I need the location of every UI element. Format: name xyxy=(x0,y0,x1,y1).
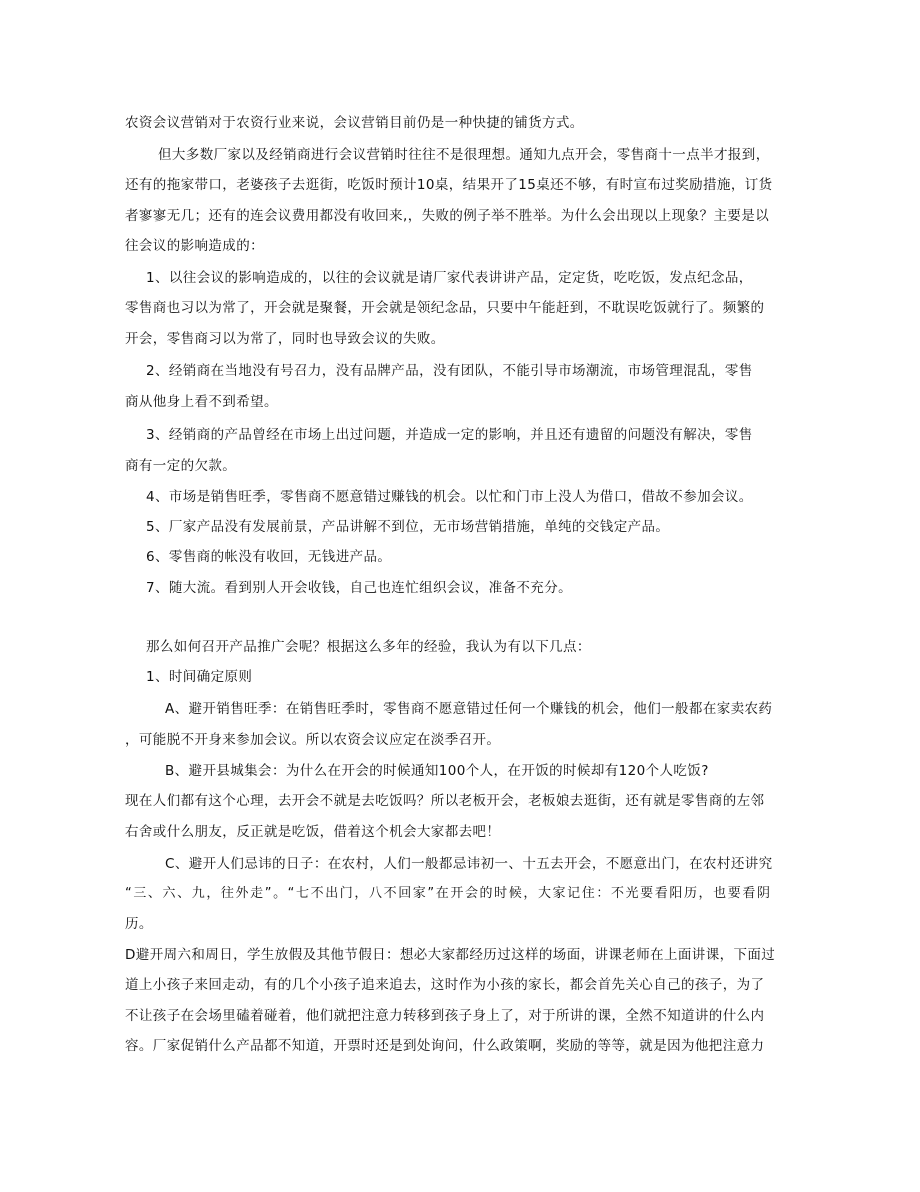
text-line: 商有一定的欠款。 xyxy=(125,458,237,474)
text-line: 容。厂家促销什么产品都不知道，开票时还是到处询问，什么政策啊，奖励的等等，就是因为他把注意力 xyxy=(125,1038,765,1054)
text-line: 农资会议营销对于农资行业来说，会议营销目前仍是一种快捷的铺货方式。 xyxy=(125,115,584,131)
text-line: B、避开县城集会：为什么在开会的时候通知100个人，在开饭的时候却有120个人吃饭? xyxy=(165,763,709,779)
text-line: 零售商也习以为常了，开会就是聚餐，开会就是领纪念品，只要中午能赶到，不耽误吃饭就行了。频繁的 xyxy=(125,300,765,316)
text-line: 1、时间确定原则 xyxy=(146,669,253,685)
text-line: 5、厂家产品没有发展前景，产品讲解不到位，无市场营销措施，单纯的交钱定产品。 xyxy=(146,519,670,535)
text-line: 右舍或什么朋友，反正就是吃饭，借着这个机会大家都去吧！ xyxy=(125,824,501,840)
text-line: 不让孩子在会场里磕着碰着，他们就把注意力转移到孩子身上了，对于所讲的课，全然不知道讲的什么内 xyxy=(125,1008,765,1024)
text-line: 3、经销商的产品曾经在市场上出过问题，并造成一定的影响，并且还有遗留的问题没有解决，零售 xyxy=(146,427,753,443)
text-line: 现在人们都有这个心理，去开会不就是去吃饭吗？所以老板开会，老板娘去逛街，还有就是零售商的左邻 xyxy=(125,793,765,809)
text-line: 者寥寥无几；还有的连会议费用都没有收回来,，失败的例子举不胜举。为什么会出现以上现象？主要是以 xyxy=(125,208,770,224)
text-line: “三、六、九，往外走”。“七不出门，八不回家”在开会的时候，大家记住：不光要看阳历，也要看阴 xyxy=(125,886,772,901)
text-line: 4、市场是销售旺季，零售商不愿意错过赚钱的机会。以忙和门市上没人为借口，借故不参加会议。 xyxy=(146,489,753,505)
text-line: 那么如何召开产品推广会呢？根据这么多年的经验，我认为有以下几点： xyxy=(146,639,591,655)
text-line: 6、零售商的帐没有收回，无钱进产品。 xyxy=(146,549,392,565)
text-line: ，可能脱不开身来参加会议。所以农资会议应定在淡季召开。 xyxy=(125,732,501,748)
text-line: 商从他身上看不到希望。 xyxy=(125,394,278,410)
text-line: 2、经销商在当地没有号召力，没有品牌产品，没有团队，不能引导市场潮流，市场管理混乱，零售 xyxy=(146,363,753,379)
text-line: 历。 xyxy=(125,916,153,932)
text-line: 往会议的影响造成的： xyxy=(125,238,264,254)
text-line: 道上小孩子来回走动，有的几个小孩子追来追去，这时作为小孩的家长，都会首先关心自己的孩子，为了 xyxy=(125,977,765,993)
text-line: 7、随大流。看到别人开会收钱，自己也连忙组织会议，准备不充分。 xyxy=(146,580,572,596)
text-line: 1、以往会议的影响造成的，以往的会议就是请厂家代表讲讲产品，定定货，吃吃饭，发点纪念品， xyxy=(146,270,753,286)
text-line: 还有的拖家带口，老婆孩子去逛街，吃饭时预计10桌，结果开了15桌还不够，有时宣布过奖励措施，订货 xyxy=(125,177,773,193)
text-line: C、避开人们忌讳的日子：在农村，人们一般都忌讳初一、十五去开会，不愿意出门，在农村还讲究 xyxy=(165,856,773,872)
text-line: 开会，零售商习以为常了，同时也导致会议的失败。 xyxy=(125,331,445,347)
text-line: D避开周六和周日，学生放假及其他节假日：想必大家都经历过这样的场面，讲课老师在上面讲课，下面过 xyxy=(125,947,776,963)
text-line: A、避开销售旺季：在销售旺季时，零售商不愿意错过任何一个赚钱的机会，他们一般都在家卖农药 xyxy=(165,701,773,717)
text-line: 但大多数厂家以及经销商进行会议营销时往往不是很理想。通知九点开会，零售商十一点半才报到， xyxy=(158,147,770,163)
